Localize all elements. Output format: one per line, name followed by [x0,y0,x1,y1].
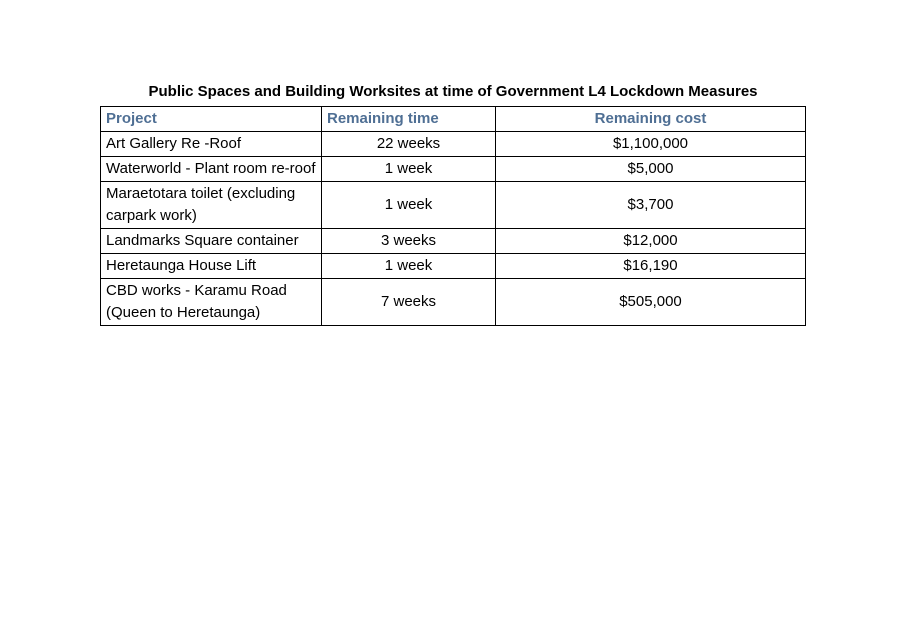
table-row [101,132,806,157]
header-remaining-time: Remaining time [322,107,496,132]
remaining-cost-cell: $16,190 [496,254,806,279]
remaining-time-cell: 3 weeks [322,229,496,254]
header-project: Project [101,107,322,132]
remaining-cost-cell: $505,000 [496,279,806,326]
project-cell: Art Gallery Re -Roof [101,132,322,157]
table-row [101,229,806,254]
remaining-time-cell: 7 weeks [322,279,496,326]
project-cell: Landmarks Square container [101,229,322,254]
project-cell: Heretaunga House Lift [101,254,322,279]
table-row [101,157,806,182]
remaining-cost-cell: $1,100,000 [496,132,806,157]
remaining-time-cell: 22 weeks [322,132,496,157]
remaining-time-cell: 1 week [322,254,496,279]
table-row [101,182,806,229]
document-title: Public Spaces and Building Worksites at time of Government L4 Lockdown Measures [148,83,758,100]
remaining-time-cell: 1 week [322,182,496,229]
table-row [101,279,806,326]
table-row [101,254,806,279]
project-cell: Maraetotara toilet (excluding carpark work) [101,182,322,229]
remaining-time-cell: 1 week [322,157,496,182]
table-header-row [101,107,806,132]
worksites-table [100,106,806,326]
remaining-cost-cell: $3,700 [496,182,806,229]
header-remaining-cost: Remaining cost [496,107,806,132]
remaining-cost-cell: $12,000 [496,229,806,254]
project-cell: CBD works - Karamu Road (Queen to Heretaunga) [101,279,322,326]
remaining-cost-cell: $5,000 [496,157,806,182]
project-cell: Waterworld - Plant room re-roof [101,157,322,182]
